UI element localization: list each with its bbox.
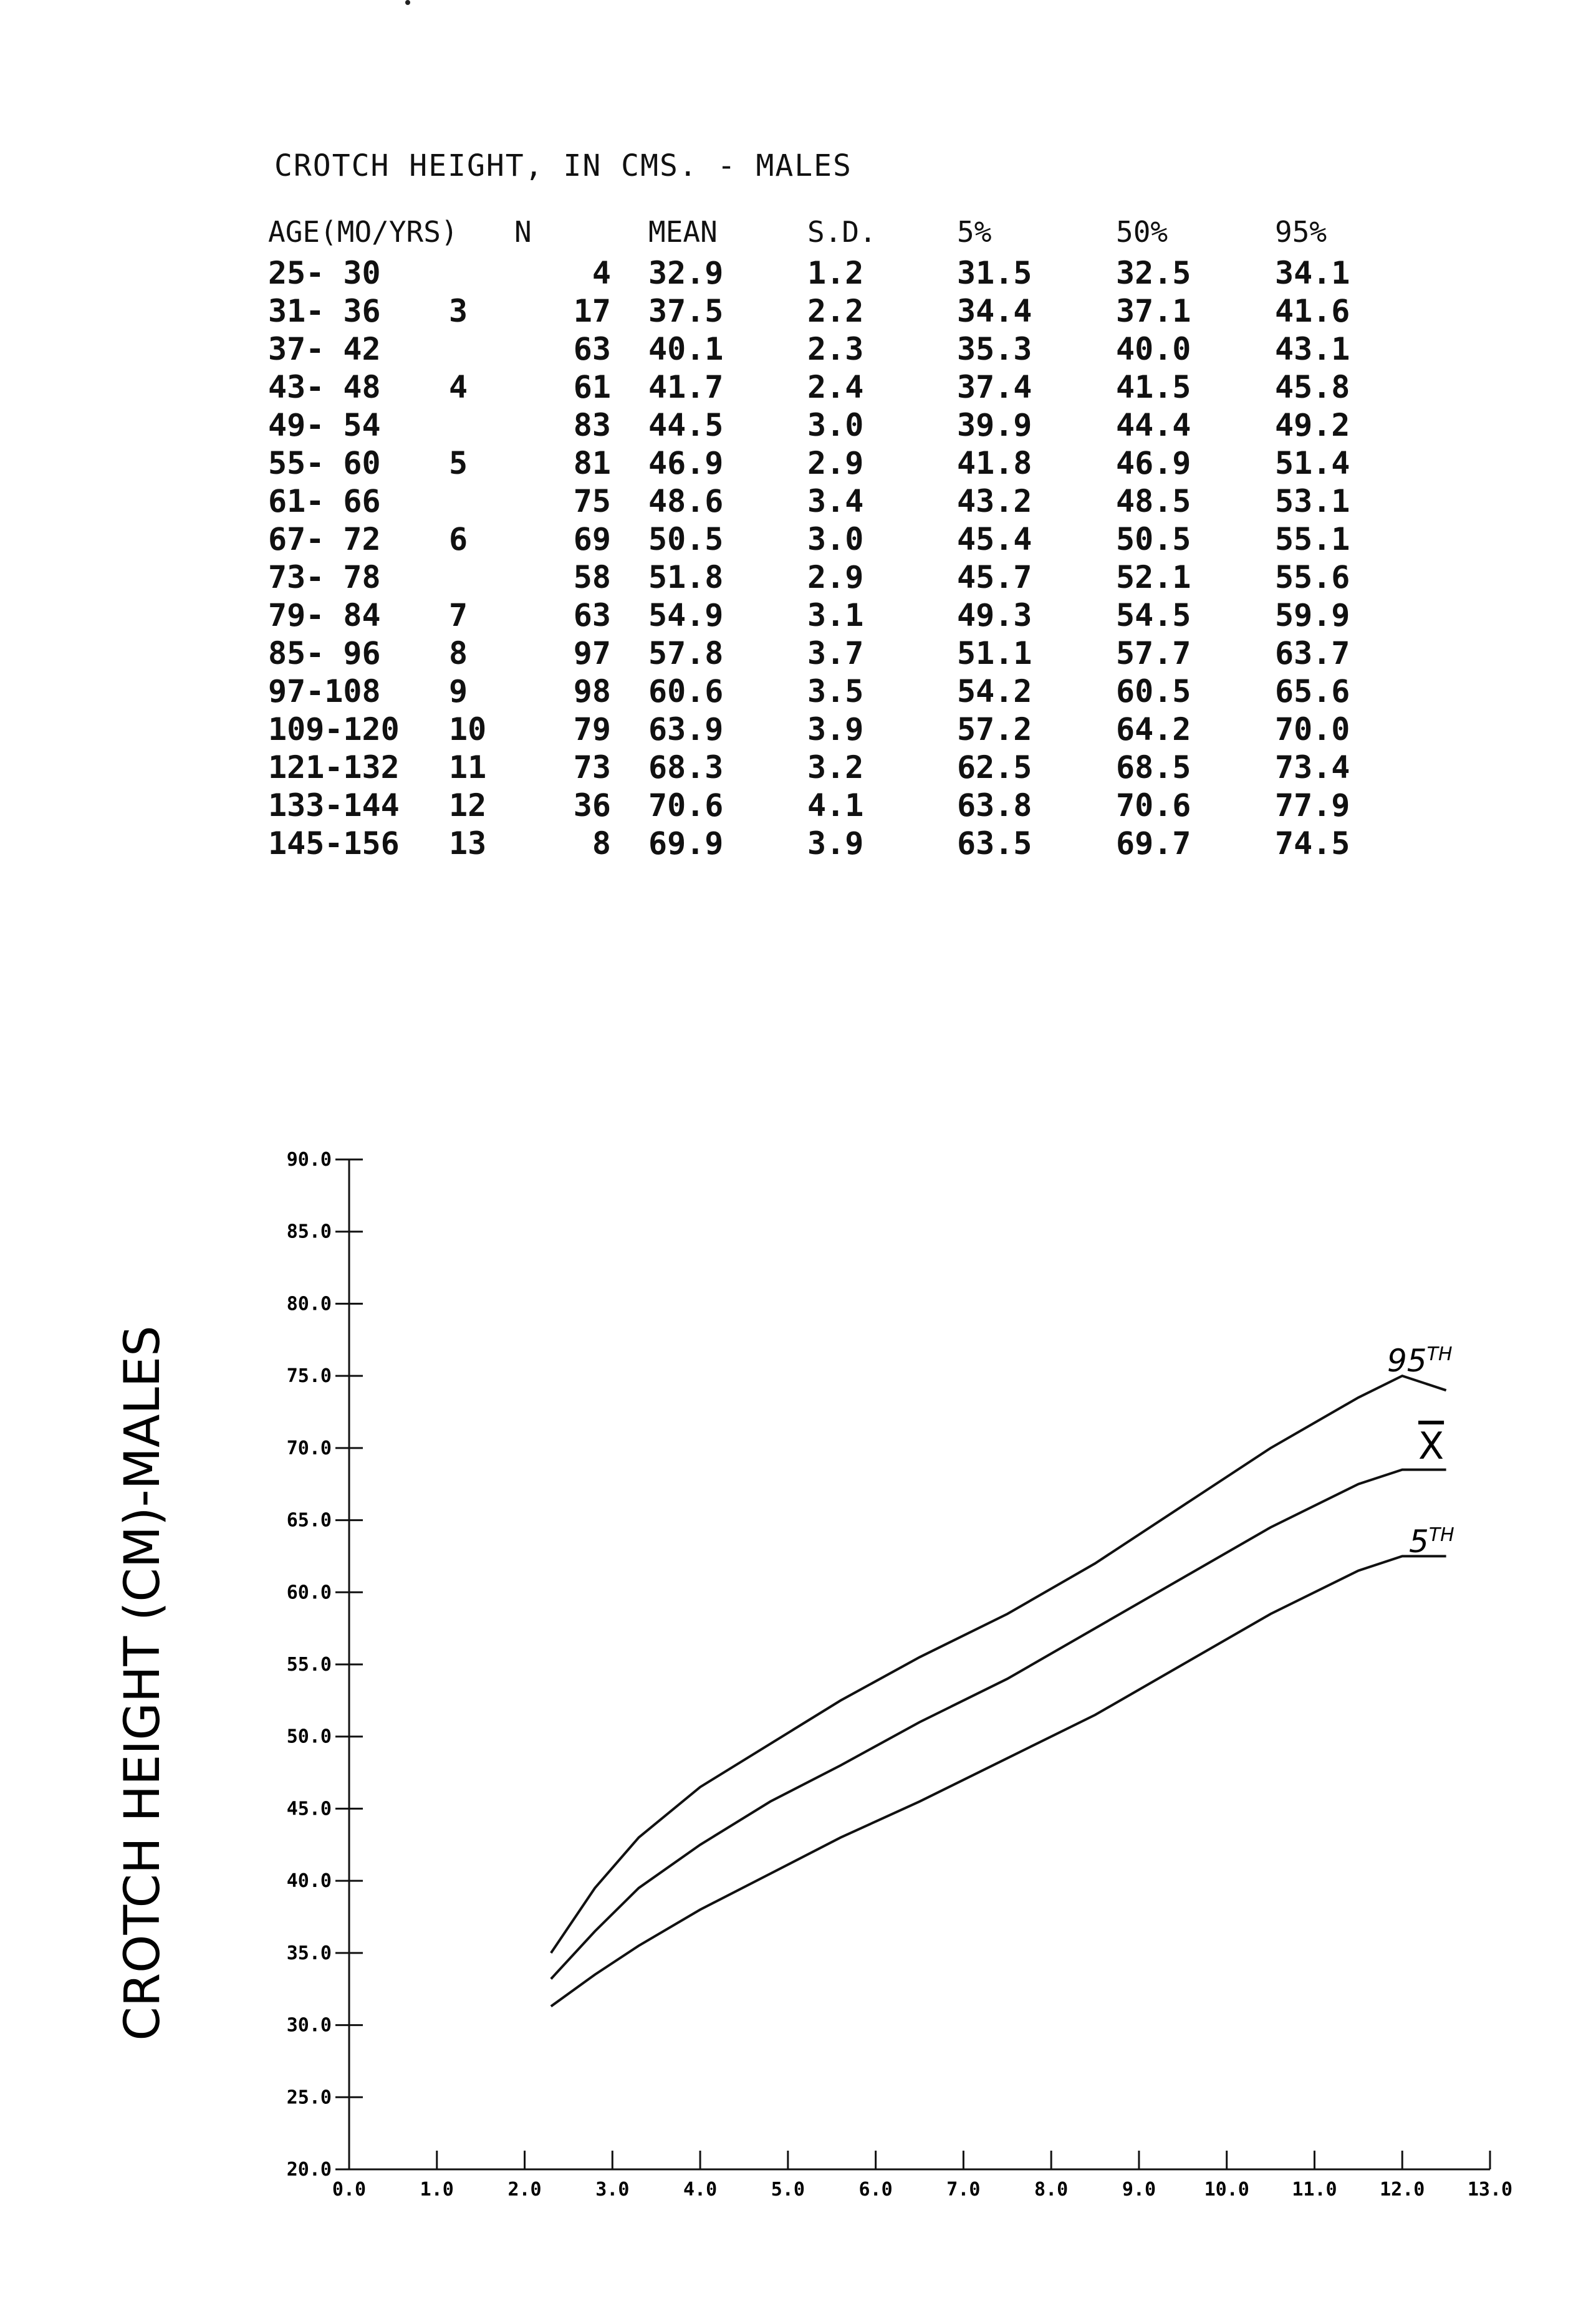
cell-n: 75: [573, 482, 611, 519]
cell-n: 61: [573, 368, 611, 405]
y-tick-label: 50.0: [286, 1726, 332, 1748]
y-tick-label: 55.0: [286, 1654, 332, 1676]
cell-age-years: 8: [449, 635, 468, 671]
y-tick-label: 40.0: [286, 1870, 332, 1893]
cell-n: 63: [573, 330, 611, 367]
cell-p5: 63.8: [957, 787, 1032, 823]
cell-p5: 54.2: [957, 673, 1032, 709]
y-tick-label: 20.0: [286, 2159, 332, 2181]
cell-mean: 48.6: [648, 482, 724, 519]
cell-age-months: 37- 42: [268, 330, 381, 367]
y-tick-label: 65.0: [286, 1509, 332, 1532]
cell-sd: 1.2: [807, 254, 864, 291]
cell-age-years: 10: [449, 711, 487, 747]
cell-p50: 57.7: [1116, 635, 1191, 671]
cell-n: 4: [592, 254, 611, 291]
cell-p50: 40.0: [1116, 330, 1191, 367]
cell-p5: 63.5: [957, 825, 1032, 862]
col-header-p5: 5%: [957, 215, 992, 249]
y-tick-label: 35.0: [286, 1942, 332, 1964]
y-tick-label: 85.0: [286, 1221, 332, 1243]
x-tick-label: 10.0: [1204, 2179, 1249, 2201]
cell-p95: 55.1: [1275, 521, 1350, 557]
cell-p5: 35.3: [957, 330, 1032, 367]
series-line-95th: [551, 1376, 1446, 1953]
cell-n: 73: [573, 749, 611, 785]
cell-age-months: 61- 66: [268, 482, 381, 519]
y-tick-label: 25.0: [286, 2086, 332, 2109]
y-tick-label: 70.0: [286, 1437, 332, 1459]
cell-mean: 68.3: [648, 749, 724, 785]
x-tick-label: 1.0: [420, 2179, 454, 2201]
x-tick-label: 0.0: [332, 2179, 367, 2201]
cell-sd: 2.3: [807, 330, 864, 367]
cell-mean: 69.9: [648, 825, 724, 862]
cell-sd: 3.4: [807, 482, 864, 519]
cell-n: 81: [573, 444, 611, 481]
x-tick-label: 11.0: [1292, 2179, 1337, 2201]
cell-sd: 3.0: [807, 406, 864, 443]
cell-sd: 3.7: [807, 635, 864, 671]
cell-age-years: 4: [449, 368, 468, 405]
cell-p5: 34.4: [957, 292, 1032, 329]
cell-p5: 41.8: [957, 444, 1032, 481]
cell-age-years: 7: [449, 597, 468, 633]
page-title: CROTCH HEIGHT, IN CMS. - MALES: [274, 148, 852, 183]
cell-p95: 34.1: [1275, 254, 1350, 291]
cell-mean: 63.9: [648, 711, 724, 747]
cell-p5: 31.5: [957, 254, 1032, 291]
cell-p5: 57.2: [957, 711, 1032, 747]
cell-p5: 51.1: [957, 635, 1032, 671]
cell-age-months: 55- 60: [268, 444, 381, 481]
cell-p95: 49.2: [1275, 406, 1350, 443]
cell-p95: 59.9: [1275, 597, 1350, 633]
cell-p50: 46.9: [1116, 444, 1191, 481]
cell-sd: 4.1: [807, 787, 864, 823]
cell-p95: 55.6: [1275, 559, 1350, 595]
cell-age-years: 3: [449, 292, 468, 329]
cell-p50: 60.5: [1116, 673, 1191, 709]
cell-age-months: 31- 36: [268, 292, 381, 329]
cell-age-months: 145-156: [268, 825, 400, 862]
x-tick-label: 7.0: [946, 2179, 981, 2201]
cell-p5: 39.9: [957, 406, 1032, 443]
cell-p5: 45.7: [957, 559, 1032, 595]
cell-mean: 50.5: [648, 521, 724, 557]
cell-p95: 63.7: [1275, 635, 1350, 671]
cell-n: 98: [573, 673, 611, 709]
cell-age-months: 49- 54: [268, 406, 381, 443]
cell-age-months: 97-108: [268, 673, 381, 709]
cell-mean: 54.9: [648, 597, 724, 633]
col-header-age: AGE(MO/YRS): [268, 215, 458, 249]
x-tick-label: 2.0: [507, 2179, 542, 2201]
y-tick-label: 30.0: [286, 2014, 332, 2037]
y-tick-label: 80.0: [286, 1293, 332, 1315]
cell-age-years: 13: [449, 825, 487, 862]
y-tick-label: 90.0: [286, 1149, 332, 1171]
cell-p50: 64.2: [1116, 711, 1191, 747]
cell-n: 63: [573, 597, 611, 633]
cell-sd: 3.9: [807, 825, 864, 862]
cell-p50: 52.1: [1116, 559, 1191, 595]
cell-p50: 69.7: [1116, 825, 1191, 862]
cell-sd: 2.9: [807, 559, 864, 595]
cell-sd: 2.9: [807, 444, 864, 481]
cell-p95: 53.1: [1275, 482, 1350, 519]
cell-age-months: 79- 84: [268, 597, 381, 633]
x-tick-label: 3.0: [595, 2179, 630, 2201]
cell-age-months: 25- 30: [268, 254, 381, 291]
cell-n: 17: [573, 292, 611, 329]
y-tick-labels: [287, 1149, 332, 2181]
cell-p5: 45.4: [957, 521, 1032, 557]
cell-sd: 3.0: [807, 521, 864, 557]
cell-n: 97: [573, 635, 611, 671]
label-95th-percentile: 95TH: [1387, 1343, 1453, 1379]
cell-mean: 41.7: [648, 368, 724, 405]
cell-age-years: 11: [449, 749, 487, 785]
cell-age-months: 73- 78: [268, 559, 381, 595]
y-tick-label: 75.0: [286, 1365, 332, 1388]
cell-age-months: 43- 48: [268, 368, 381, 405]
cell-age-months: 109-120: [268, 711, 400, 747]
x-tick-labels: [332, 2179, 1512, 2201]
cell-p50: 68.5: [1116, 749, 1191, 785]
x-tick-label: 12.0: [1380, 2179, 1425, 2201]
cell-mean: 40.1: [648, 330, 724, 367]
x-tick-label: 13.0: [1467, 2179, 1513, 2201]
cell-age-months: 67- 72: [268, 521, 381, 557]
cell-p95: 65.6: [1275, 673, 1350, 709]
cell-p50: 50.5: [1116, 521, 1191, 557]
x-tick-label: 8.0: [1034, 2179, 1069, 2201]
cell-mean: 51.8: [648, 559, 724, 595]
cell-p5: 49.3: [957, 597, 1032, 633]
cell-sd: 2.2: [807, 292, 864, 329]
cell-age-years: 5: [449, 444, 468, 481]
cell-p5: 43.2: [957, 482, 1032, 519]
x-tick-label: 9.0: [1122, 2179, 1156, 2201]
cell-age-years: 12: [449, 787, 487, 823]
cell-age-months: 133-144: [268, 787, 400, 823]
x-tick-label: 5.0: [771, 2179, 805, 2201]
series-line-5th: [551, 1556, 1446, 2006]
col-header-n: N: [514, 215, 532, 249]
cell-mean: 37.5: [648, 292, 724, 329]
cell-sd: 3.1: [807, 597, 864, 633]
cell-age-years: 6: [449, 521, 468, 557]
chart-axes: [335, 1159, 1490, 2169]
cell-mean: 60.6: [648, 673, 724, 709]
cell-n: 83: [573, 406, 611, 443]
cell-mean: 44.5: [648, 406, 724, 443]
cell-n: 79: [573, 711, 611, 747]
cell-p95: 45.8: [1275, 368, 1350, 405]
cell-n: 8: [592, 825, 611, 862]
cell-sd: 3.5: [807, 673, 864, 709]
y-axis-label: CROTCH HEIGHT (CM)-MALES: [115, 1325, 171, 2041]
cell-p95: 51.4: [1275, 444, 1350, 481]
cell-mean: 46.9: [648, 444, 724, 481]
cell-p50: 48.5: [1116, 482, 1191, 519]
cell-mean: 57.8: [648, 635, 724, 671]
cell-p50: 70.6: [1116, 787, 1191, 823]
cell-mean: 70.6: [648, 787, 724, 823]
cell-p95: 41.6: [1275, 292, 1350, 329]
y-tick-label: 45.0: [286, 1798, 332, 1820]
col-header-p50: 50%: [1116, 215, 1168, 249]
series-line-x: [551, 1470, 1446, 1979]
chart-series: [551, 1343, 1454, 2007]
label-mean: X: [1418, 1424, 1445, 1468]
cell-sd: 3.9: [807, 711, 864, 747]
y-tick-label: 60.0: [286, 1582, 332, 1604]
cell-p50: 54.5: [1116, 597, 1191, 633]
cell-mean: 32.9: [648, 254, 724, 291]
x-tick-label: 6.0: [858, 2179, 893, 2201]
col-header-mean: MEAN: [648, 215, 718, 249]
cell-p5: 37.4: [957, 368, 1032, 405]
cell-n: 69: [573, 521, 611, 557]
cell-sd: 2.4: [807, 368, 864, 405]
cell-p5: 62.5: [957, 749, 1032, 785]
cell-p95: 43.1: [1275, 330, 1350, 367]
cell-n: 36: [573, 787, 611, 823]
cell-p95: 70.0: [1275, 711, 1350, 747]
cell-age-months: 85- 96: [268, 635, 381, 671]
col-header-sd: S.D.: [807, 215, 877, 249]
cell-p50: 37.1: [1116, 292, 1191, 329]
cell-sd: 3.2: [807, 749, 864, 785]
cell-n: 58: [573, 559, 611, 595]
cell-p50: 41.5: [1116, 368, 1191, 405]
label-5th-percentile: 5TH: [1409, 1524, 1454, 1560]
col-header-p95: 95%: [1275, 215, 1327, 249]
cell-age-months: 121-132: [268, 749, 400, 785]
cell-age-years: 9: [449, 673, 468, 709]
cell-p95: 77.9: [1275, 787, 1350, 823]
cell-p95: 73.4: [1275, 749, 1350, 785]
cell-p50: 32.5: [1116, 254, 1191, 291]
cell-p95: 74.5: [1275, 825, 1350, 862]
cell-p50: 44.4: [1116, 406, 1191, 443]
x-tick-label: 4.0: [683, 2179, 718, 2201]
